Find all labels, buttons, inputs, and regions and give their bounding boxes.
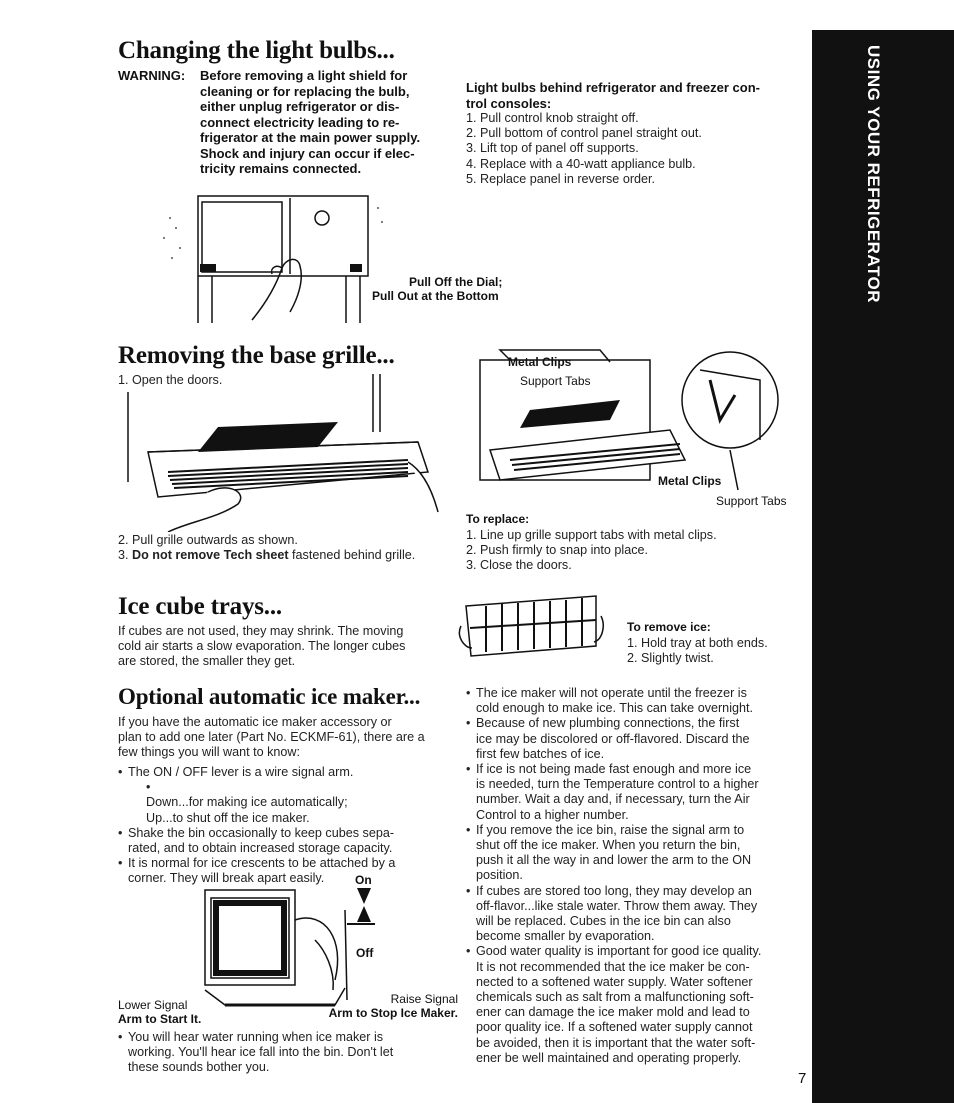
text-line: Shake the bin occasionally to keep cubes sepa- — [128, 825, 395, 840]
text-line: Because of new plumbing connections, the first — [476, 716, 740, 731]
warning-block — [118, 68, 453, 177]
text-line: working. You'll hear ice fall into the bin. Don't let — [128, 1045, 394, 1060]
grille-step-1: 1. Open the doors. — [118, 373, 223, 387]
warning-line: either unplug refrigerator or dis- — [200, 99, 400, 114]
metal-clips-label-bottom: Metal Clips — [658, 474, 722, 488]
list-item — [466, 823, 806, 884]
text-line: cold air starts a slow evaporation. The longer cubes — [118, 639, 406, 654]
warning-label: WARNING: — [118, 68, 186, 83]
list-item — [466, 884, 806, 945]
light-bulbs-title: Changing the light bulbs... — [118, 37, 395, 64]
control-panel-illustration — [150, 188, 390, 328]
text-line: Control to a higher number. — [476, 807, 629, 822]
on-label: On — [355, 873, 372, 887]
warning-line: connect electricity leading to re- — [200, 114, 400, 130]
warning-line: frigerator at the main power supply. — [200, 130, 421, 145]
text-line: corner. They will break apart easily. — [128, 871, 325, 886]
bulb-steps-list — [466, 111, 806, 187]
list-item: 2. Pull bottom of control panel straight out. — [466, 126, 702, 141]
ice-tray-illustration — [456, 586, 606, 666]
list-item: 3. Close the doors. — [466, 558, 572, 573]
step-emphasis: Do not remove Tech sheet — [132, 548, 289, 563]
list-item — [118, 1030, 458, 1076]
text-line: It is normal for ice crescents to be attached by a — [128, 856, 396, 871]
support-tabs-label-bottom: Support Tabs — [716, 494, 787, 508]
text-line: are stored, the smaller they get. — [118, 654, 296, 669]
ice-trays-title: Ice cube trays... — [118, 593, 282, 620]
page-number: 7 — [798, 1070, 807, 1087]
grille-steps-list — [118, 533, 458, 563]
list-item: 1. Hold tray at both ends. — [627, 636, 768, 650]
text-line: is needed, turn the Temperature control to a higher — [476, 777, 759, 792]
list-item: 4. Replace with a 40-watt appliance bulb. — [466, 156, 696, 171]
text-line: these sounds bother you. — [128, 1060, 270, 1075]
consoles-heading-line: Light bulbs behind refrigerator and freezer con- — [466, 80, 760, 95]
text-line: position. — [476, 868, 523, 883]
ice-maker-intro — [118, 715, 453, 761]
list-item: 2. Push firmly to snap into place. — [466, 543, 649, 558]
text-line: off-flavor...like stale water. Throw them away. They — [476, 898, 758, 913]
base-grille-title: Removing the base grille... — [118, 342, 395, 369]
replace-heading: To replace: — [466, 512, 530, 526]
label-line: Raise Signal — [390, 992, 458, 1006]
caption-line: Pull Off the Dial; — [409, 275, 503, 289]
text-line: Up...to shut off the ice maker. — [146, 810, 310, 825]
warning-line: cleaning or for replacing the bulb, — [200, 83, 410, 99]
remove-ice-heading: To remove ice: — [627, 620, 711, 634]
list-item — [466, 686, 806, 716]
text-line: If you have the automatic ice maker accessory or — [118, 715, 392, 729]
list-item — [466, 762, 806, 823]
list-item: 3. Lift top of panel off supports. — [466, 141, 639, 156]
text-line: rated, and to obtain increased storage capacity. — [128, 841, 393, 856]
text-line: ener be well maintained and operating properly. — [476, 1050, 742, 1065]
list-item: 5. Replace panel in reverse order. — [466, 171, 656, 186]
ice-maker-left-bullets — [118, 765, 458, 887]
consoles-heading-line: trol consoles: — [466, 95, 552, 111]
section-sidebar — [812, 30, 954, 1103]
ice-maker-sound-bullet — [118, 1030, 458, 1076]
warning-line: Before removing a light shield for — [200, 68, 408, 83]
text-line: If ice is not being made fast enough and more ice — [476, 762, 752, 777]
text-line: The ON / OFF lever is a wire signal arm. — [128, 765, 354, 779]
warning-line: tricity remains connected. — [200, 161, 362, 176]
list-item: 2. Pull grille outwards as shown. — [118, 533, 298, 547]
label-line: Arm to Start It. — [118, 1012, 202, 1026]
text-line: You will hear water running when ice maker is — [128, 1030, 384, 1044]
text-line: If you remove the ice bin, raise the signal arm to — [476, 822, 745, 837]
text-line: ice may be discolored or off-flavored. Discard the — [476, 731, 750, 746]
text-line: cold enough to make ice. This can take overnight. — [476, 701, 753, 716]
text-line: number. Wait a day and, if necessary, turn the Air — [476, 792, 750, 807]
label-line: Lower Signal — [118, 998, 188, 1012]
text-line: shut off the ice maker. When you return the bin, — [476, 838, 741, 853]
consoles-heading — [466, 80, 806, 111]
section-title: USING YOUR REFRIGERATOR — [864, 45, 883, 304]
support-tabs-label-top: Support Tabs — [520, 374, 591, 388]
text-line: nected to a softened water supply. Water softener — [476, 974, 753, 989]
text-line: chemicals such as salt from a malfunctioning soft- — [476, 990, 754, 1005]
text-line: If cubes are not used, they may shrink. The moving — [118, 624, 404, 638]
list-item — [118, 826, 458, 856]
ice-trays-text — [118, 624, 453, 670]
caption-line: Pull Out at the Bottom — [372, 289, 499, 303]
text-line: The ice maker will not operate until the freezer is — [476, 686, 747, 700]
list-item: 2. Slightly twist. — [627, 651, 714, 666]
step-text: fastened behind grille. — [292, 548, 416, 563]
ice-maker-title: Optional automatic ice maker... — [118, 684, 421, 709]
step-number: 3. — [118, 548, 129, 563]
remove-ice-steps — [627, 636, 768, 666]
text-line: be avoided, then it is important that the water soft- — [476, 1035, 756, 1050]
text-line: plan to add one later (Part No. ECKMF-61), there are a — [118, 730, 425, 745]
text-line: few things you will want to know: — [118, 745, 300, 760]
raise-signal-label — [322, 992, 458, 1020]
grille-removal-illustration — [118, 372, 448, 532]
text-line: If cubes are stored too long, they may develop an — [476, 883, 752, 898]
list-item — [466, 716, 806, 762]
text-line: Good water quality is important for good ice quality. — [476, 944, 762, 959]
ice-maker-right-bullets — [466, 686, 806, 1066]
off-label: Off — [356, 946, 374, 960]
text-line: will be replaced. Cubes in the ice bin can also — [476, 914, 731, 929]
label-line: Arm to Stop Ice Maker. — [328, 1006, 458, 1020]
list-item — [118, 548, 458, 563]
metal-clips-label-top: Metal Clips — [508, 355, 572, 369]
list-item — [118, 765, 458, 780]
list-item: 1. Line up grille support tabs with metal clips. — [466, 528, 717, 542]
text-line: become smaller by evaporation. — [476, 929, 655, 944]
text-line: push it all the way in and lower the arm to the ON — [476, 853, 752, 868]
list-item — [466, 944, 806, 1066]
panel-figure-caption — [372, 275, 502, 303]
text-line: ener can damage the ice maker mold and lead to — [476, 1005, 750, 1020]
lever-detail — [118, 780, 458, 826]
lower-signal-label — [118, 998, 201, 1026]
text-line: first few batches of ice. — [476, 746, 605, 761]
warning-line: Shock and injury can occur if elec- — [200, 145, 415, 161]
text-line: It is not recommended that the ice maker be con- — [476, 959, 750, 974]
list-item: 1. Pull control knob straight off. — [466, 111, 639, 125]
text-line: • Down...for making ice automatically; — [146, 795, 348, 810]
replace-steps-list — [466, 528, 806, 574]
text-line: poor quality ice. If a softened water supply cannot — [476, 1020, 753, 1035]
